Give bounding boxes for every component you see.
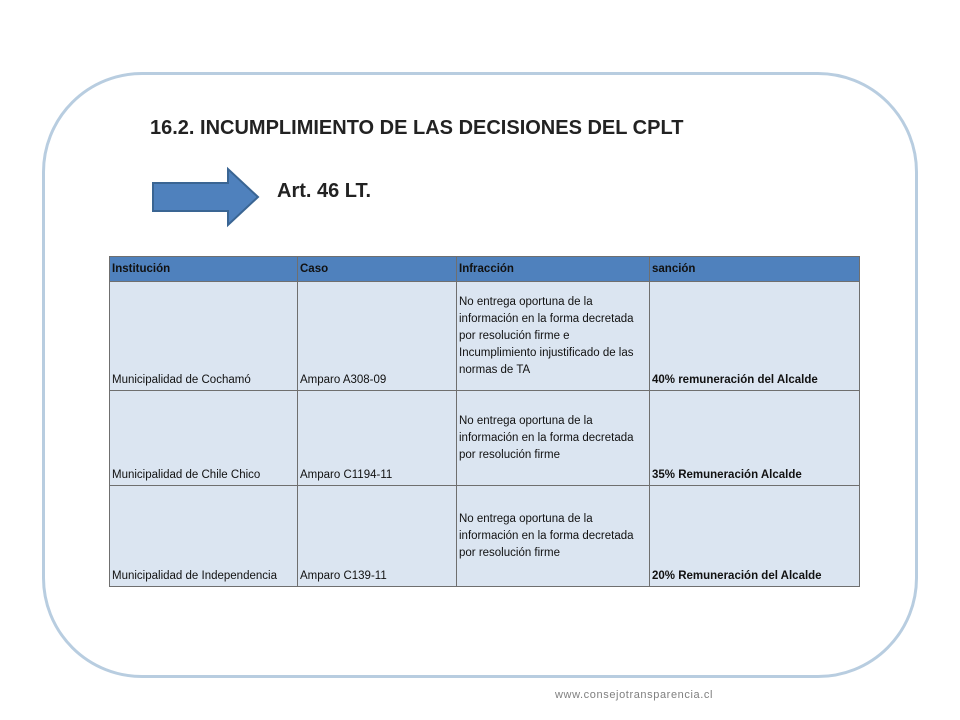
cell-institucion: Municipalidad de Independencia (110, 486, 298, 587)
slide-subtitle: Art. 46 LT. (277, 180, 372, 202)
cases-table (109, 256, 860, 587)
table-row (110, 391, 860, 486)
cell-infraccion: No entrega oportuna de la información en la forma decretada por resolución firme (457, 486, 650, 587)
cell-caso: Amparo C139-11 (298, 486, 457, 587)
header-sancion: sanción (650, 257, 860, 282)
cell-infraccion: No entrega oportuna de la información en la forma decretada por resolución firme (457, 391, 650, 486)
footer-url: www.consejotransparencia.cl (555, 689, 714, 701)
header-institucion: Institución (110, 257, 298, 282)
table-row (110, 486, 860, 587)
cell-institucion: Municipalidad de Chile Chico (110, 391, 298, 486)
cell-institucion: Municipalidad de Cochamó (110, 282, 298, 391)
cell-sancion: 40% remuneración del Alcalde (650, 282, 860, 391)
cell-infraccion: No entrega oportuna de la información en la forma decretada por resolución firme e Incumplimiento injustificado de las normas de TA (457, 282, 650, 391)
cell-caso: Amparo A308-09 (298, 282, 457, 391)
header-infraccion: Infracción (457, 257, 650, 282)
header-caso: Caso (298, 257, 457, 282)
table-row (110, 282, 860, 391)
cell-sancion: 35% Remuneración Alcalde (650, 391, 860, 486)
cell-caso: Amparo C1194-11 (298, 391, 457, 486)
table-header-row (110, 257, 860, 282)
slide-title: 16.2. INCUMPLIMIENTO DE LAS DECISIONES DEL CPLT (150, 117, 684, 139)
cell-sancion: 20% Remuneración del Alcalde (650, 486, 860, 587)
right-arrow-icon (150, 166, 262, 228)
